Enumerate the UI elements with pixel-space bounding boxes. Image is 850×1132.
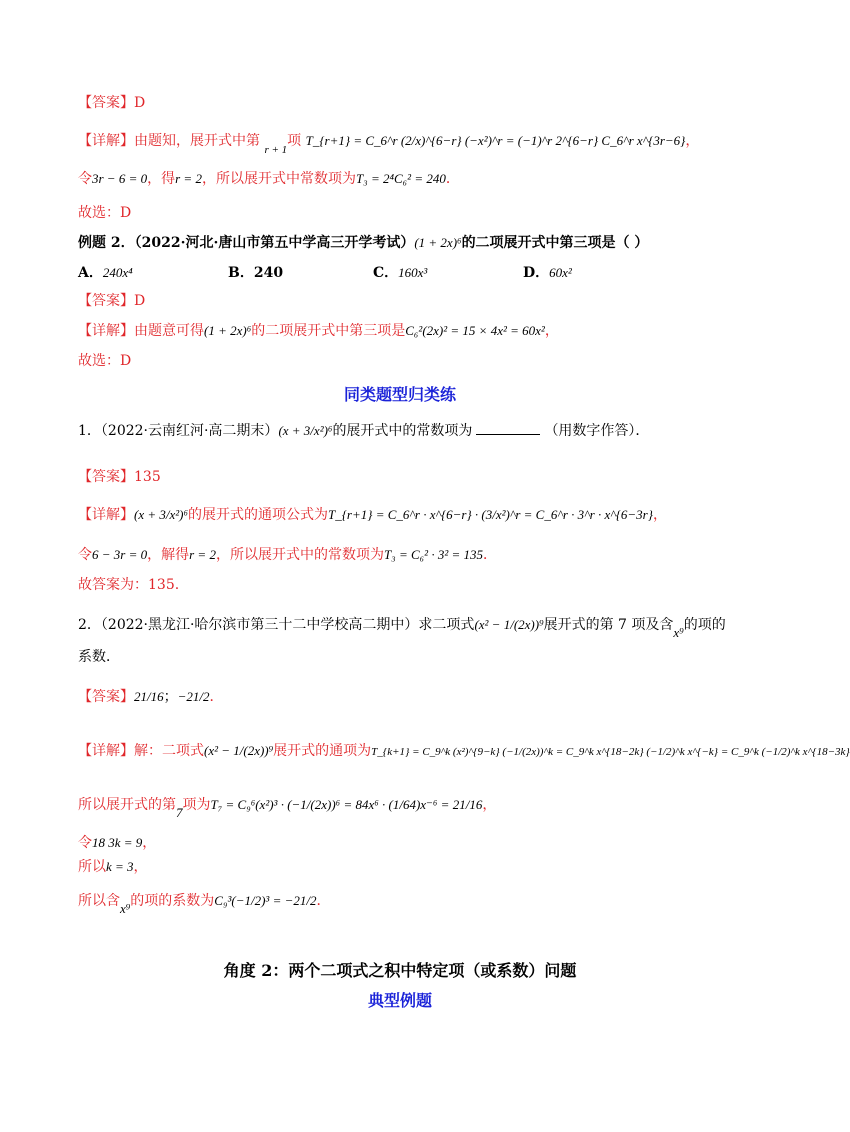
q2-k3-line: 所以k = 3， xyxy=(78,859,148,875)
k-value: k = 3 xyxy=(106,859,134,874)
ex1-step2-line: 令3r − 6 = 0，得r = 2，所以展开式中常数项为T₃ = 2⁴C₆² = 240． xyxy=(78,171,460,187)
equation: 18 3k = 9 xyxy=(92,835,143,850)
q1-answer-line xyxy=(78,466,161,488)
answer-value-2: −21/2 xyxy=(177,689,210,704)
detail-tag: 【详解】 xyxy=(78,133,134,149)
detail-tag: 【详解】 xyxy=(78,323,134,339)
binomial-expr: (x² − 1/(2x))⁹ xyxy=(474,617,544,632)
detail-text: 的展开式的通项公式为 xyxy=(188,507,328,523)
coefficient-formula: C₉³(−1/2)³ = −21/2 xyxy=(214,893,317,908)
step-text: ，解得 xyxy=(147,547,190,563)
step-text: 所以含 xyxy=(78,893,120,909)
ex1-choose: 故选：D xyxy=(78,205,132,221)
ex2-choose: 故选：D xyxy=(78,353,132,369)
step-text: 令 xyxy=(78,171,92,187)
question-text: 展开式的第 7 项及含 xyxy=(543,617,674,633)
answer-blank xyxy=(476,420,540,435)
general-term-formula: T_{k+1} = C_9^k (x²)^{9−k} (−1/(2x))^k = C_9^k x^{18−2k} (−1/2)^k x^{−k} = C_9^k (−1/2)^k x^{18−3k} xyxy=(371,746,850,758)
binomial-expr: (1 + 2x)⁶ xyxy=(414,235,462,250)
seventh-term-formula: T₇ = C₉⁶(x²)³ · (−1/(2x))⁶ = 84x⁶ · (1/64)x⁻⁶ = 21/16 xyxy=(210,797,483,812)
option-d: D．60x² xyxy=(523,265,572,281)
question-text: 的展开式中的常数项为 xyxy=(332,423,473,439)
q1-detail-line: 【详解】(x + 3/x²)⁶的展开式的通项公式为T_{r+1} = C_6^r · x^{6−r} · (3/x²)^r = C_6^r · 3^r · x^{6−3r}， xyxy=(78,507,667,523)
q2-question-line2: 系数． xyxy=(78,649,120,665)
option-b: B．240 xyxy=(228,265,284,281)
answer-value-1: 21/16 xyxy=(134,689,164,704)
binomial-expr: (x² − 1/(2x))⁹ xyxy=(204,743,274,758)
detail-tag: 【详解】 xyxy=(78,507,134,523)
ex2-answer-line xyxy=(78,290,145,312)
answer-value: D xyxy=(134,293,146,309)
answer-tag: 【答案】 xyxy=(78,293,134,309)
step-text: 所以 xyxy=(78,859,106,875)
option-a: A．240x⁴ xyxy=(78,265,133,281)
step-text: 所以展开式的第 xyxy=(78,797,176,813)
general-term-formula: T_{r+1} = C_6^r (2/x)^{6−r} (−x²)^r = (−1)^r 2^{6−r} C_6^r x^{3r−6} xyxy=(305,133,686,148)
detail-text: 由题意可得 xyxy=(134,323,204,339)
answer-value: D xyxy=(134,95,146,111)
line-end: ． xyxy=(316,893,331,909)
detail-text: 由题知，展开式中第 xyxy=(134,133,260,149)
section-subtitle-examples: 典型例题 xyxy=(367,991,432,1010)
question-text-end: （用数字作答）． xyxy=(544,423,650,439)
section-title-practice: 同类题型归类练 xyxy=(343,385,456,404)
q2-detail-line xyxy=(78,740,850,763)
q1-final: 故答案为：135. xyxy=(78,577,180,593)
x-power: x⁹ xyxy=(673,625,684,640)
detail-text: 的二项展开式中第三项是 xyxy=(251,323,406,339)
question-text-end: 的项的 xyxy=(683,617,726,633)
question-label: 例题 2．（2022·河北·唐山市第五中学高三开学考试） xyxy=(78,235,415,251)
term-number: 7 xyxy=(176,805,183,820)
section-title-angle2: 角度 2：两个二项式之积中特定项（或系数）问题 xyxy=(223,961,577,980)
constant-term: T₃ = 2⁴C₆² = 240 xyxy=(355,171,446,186)
q2-t7-line: 所以展开式的第7项为T₇ = C₉⁶(x²)³ · (−1/(2x))⁶ = 84x⁶ · (1/64)x⁻⁶ = 21/16， xyxy=(78,797,497,820)
q2-question xyxy=(78,614,726,640)
r-value: r = 2 xyxy=(175,171,202,186)
binomial-expr: (1 + 2x)⁶ xyxy=(204,323,252,338)
binomial-expr: (x + 3/x²)⁶ xyxy=(278,423,333,438)
answer-separator: ； xyxy=(163,689,178,705)
answer-tag: 【答案】 xyxy=(78,95,134,111)
r-value: r = 2 xyxy=(189,547,216,562)
third-term-formula: C₆²(2x)² = 15 × 4x² = 60x² xyxy=(405,323,545,338)
term-index: r + 1 xyxy=(264,144,288,156)
question-label: 1．（2022·云南红河·高二期末） xyxy=(78,423,279,439)
ex2-question xyxy=(78,232,648,254)
ex1-detail-line: 【详解】由题知，展开式中第 $_{r + 1}$项 T_{r+1} = C_6^r (2/x)^{6−r} (−x²)^r = (−1)^r 2^{6−r} C_6^r x^{3r−6}， xyxy=(78,133,700,156)
answer-value: 135 xyxy=(134,469,161,485)
step-text: 的项的系数为 xyxy=(130,893,215,909)
q2-k-line: 令18 3k = 9， xyxy=(78,835,157,851)
step-text: 项为 xyxy=(182,797,211,813)
answer-tag: 【答案】 xyxy=(78,469,134,485)
q2-answer-line xyxy=(78,686,224,708)
q2-coef-line xyxy=(78,890,331,916)
q1-question xyxy=(78,420,649,442)
ex2-detail-line: 【详解】由题意可得(1 + 2x)⁶的二项展开式中第三项是C₆²(2x)² = 15 × 4x² = 60x²， xyxy=(78,323,559,339)
answer-end: ． xyxy=(209,689,224,705)
detail-text: 展开式的通项为 xyxy=(273,743,372,759)
general-term-formula: T_{r+1} = C_6^r · x^{6−r} · (3/x²)^r = C_6^r · 3^r · x^{6−3r} xyxy=(328,507,653,522)
x-power: x⁹ xyxy=(120,901,131,916)
q1-step2-line: 令6 − 3r = 0，解得r = 2，所以展开式中的常数项为T₃ = C₆² · 3² = 135． xyxy=(78,547,497,563)
ex2-options xyxy=(78,262,673,284)
constant-term: T₃ = C₆² · 3² = 135 xyxy=(383,547,483,562)
question-text: 的二项展开式中第三项是（ ） xyxy=(461,235,649,251)
detail-tag: 【详解】 xyxy=(78,743,134,759)
step-text: 令 xyxy=(78,547,92,563)
detail-term: 项 xyxy=(287,133,302,149)
step-text: ，得 xyxy=(147,171,176,187)
option-c: C．160x³ xyxy=(373,265,428,281)
equation: 3r − 6 = 0 xyxy=(92,171,148,186)
step-text: ，所以展开式中常数项为 xyxy=(201,171,356,187)
step-text: ，所以展开式中的常数项为 xyxy=(215,547,384,563)
question-label: 2．（2022·黑龙江·哈尔滨市第三十二中学校高二期中）求二项式 xyxy=(78,617,475,633)
answer-tag: 【答案】 xyxy=(78,689,134,705)
detail-text: 解：二项式 xyxy=(134,743,204,759)
step-text: 令 xyxy=(78,835,92,851)
equation: 6 − 3r = 0 xyxy=(92,547,148,562)
binomial-expr: (x + 3/x²)⁶ xyxy=(134,507,188,522)
ex1-answer-line xyxy=(78,92,145,114)
